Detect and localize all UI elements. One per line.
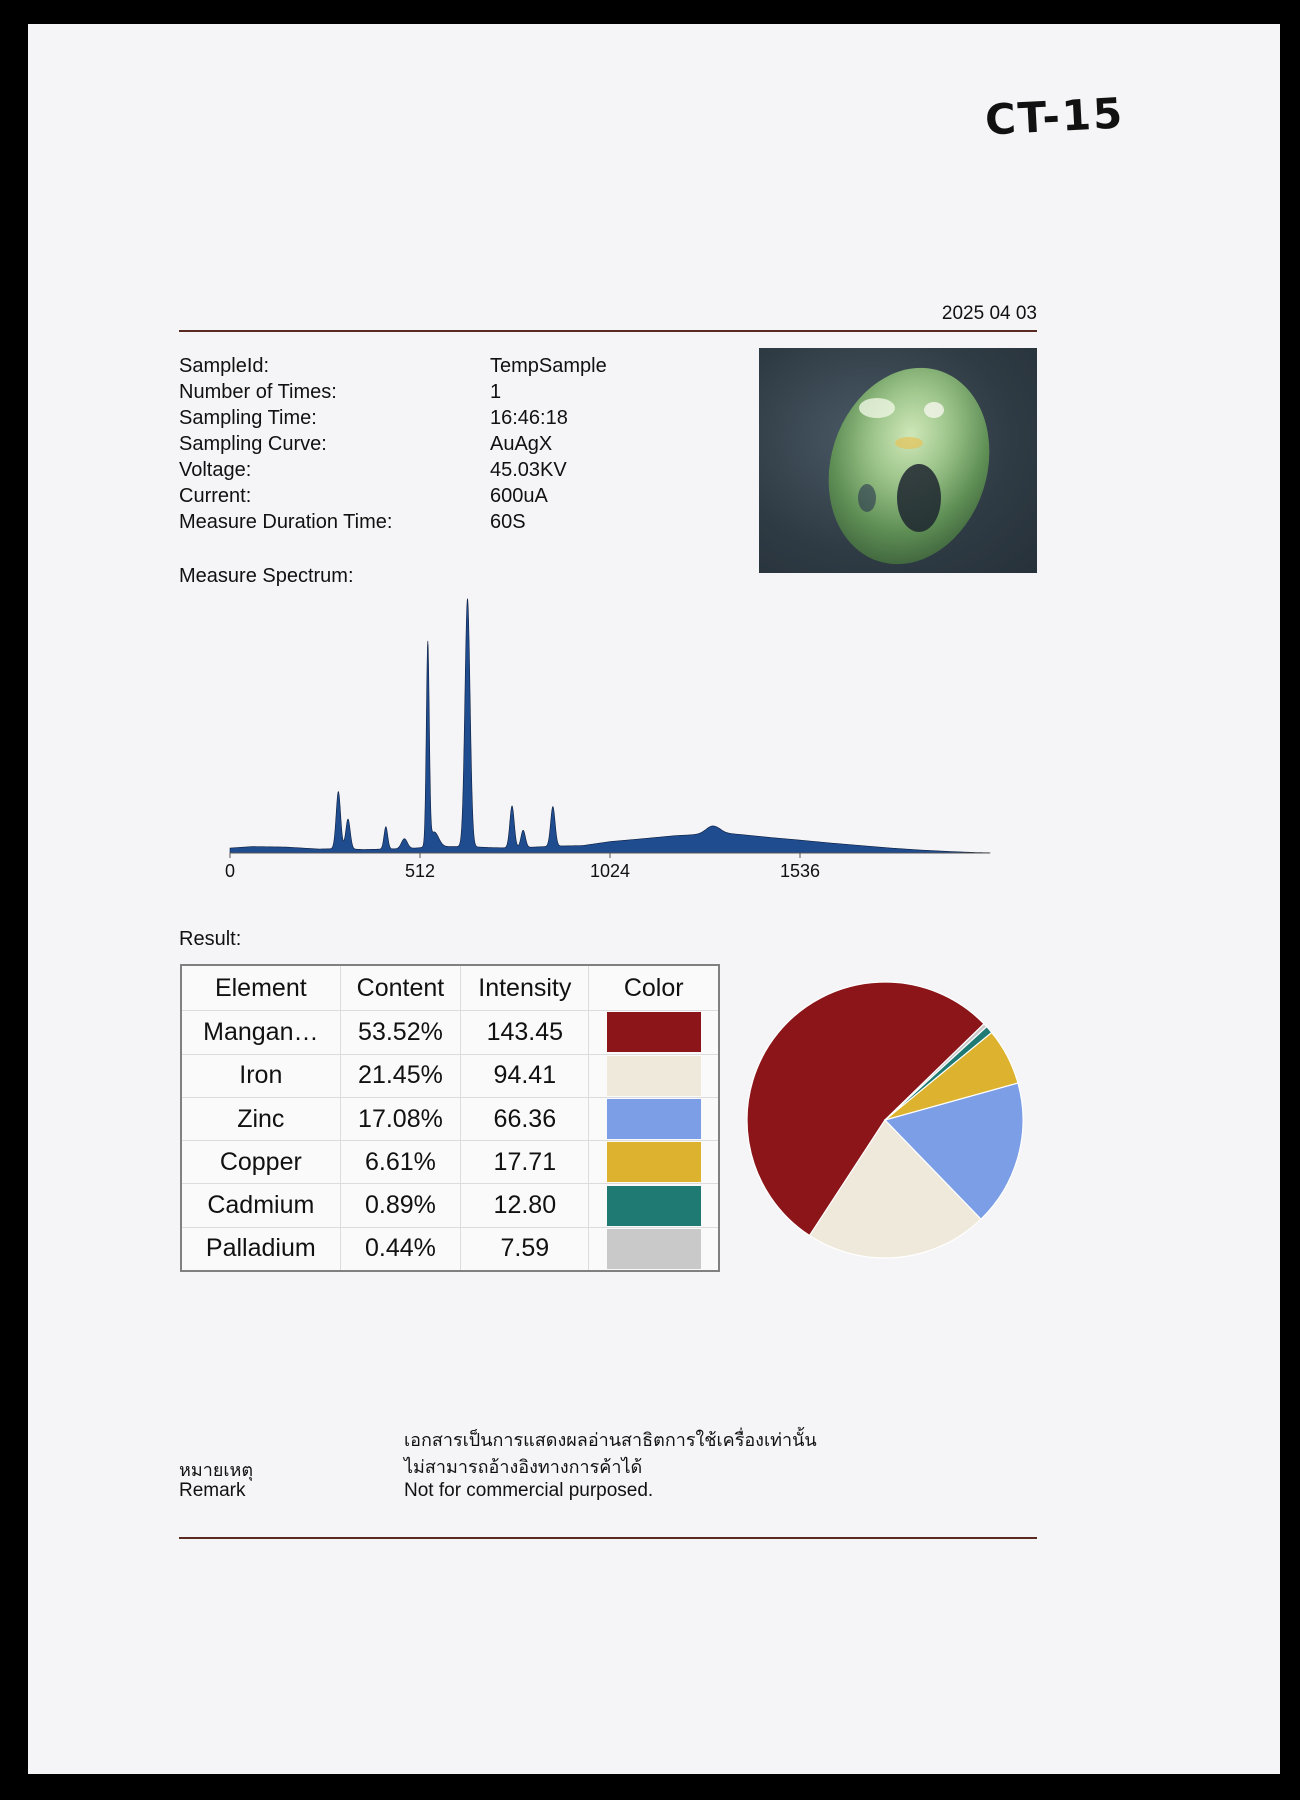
table-row xyxy=(181,1184,719,1227)
cell-element: Zinc xyxy=(181,1097,340,1140)
cell-color xyxy=(589,1184,719,1227)
cell-intensity: 12.80 xyxy=(461,1184,589,1227)
info-label-measure-duration: Measure Duration Time: xyxy=(179,511,393,533)
color-swatch xyxy=(607,1186,701,1226)
gemstone-photo xyxy=(759,348,1037,573)
info-value-sampling-time: 16:46:18 xyxy=(490,407,568,429)
cell-color xyxy=(589,1227,719,1271)
result-label: Result: xyxy=(179,928,242,950)
info-label-number-of-times: Number of Times: xyxy=(179,381,337,403)
header-content: Content xyxy=(340,965,461,1011)
handwritten-sample-code: CT-15 xyxy=(983,88,1126,145)
color-swatch xyxy=(607,1056,701,1096)
info-value-measure-duration: 60S xyxy=(490,511,526,533)
cell-intensity: 7.59 xyxy=(461,1227,589,1271)
info-value-voltage: 45.03KV xyxy=(490,459,567,481)
cell-element: Palladium xyxy=(181,1227,340,1271)
info-label-current: Current: xyxy=(179,485,252,507)
cell-intensity: 143.45 xyxy=(461,1011,589,1054)
table-row xyxy=(181,1097,719,1140)
cell-content: 0.89% xyxy=(340,1184,461,1227)
table-header-row xyxy=(181,965,719,1011)
info-label-sample-id: SampleId: xyxy=(179,355,270,377)
info-value-number-of-times: 1 xyxy=(490,381,502,403)
remark-thai-line-1: เอกสารเป็นการแสดงผลอ่านสาธิตการใช้เครื่องเท่านั้น xyxy=(404,1430,817,1451)
cell-content: 6.61% xyxy=(340,1141,461,1184)
composition-pie-chart xyxy=(740,970,1040,1270)
info-value-sampling-curve: AuAgX xyxy=(490,433,553,455)
spectrum-area xyxy=(230,599,990,853)
cell-element: Mangan… xyxy=(181,1011,340,1054)
cell-content: 17.08% xyxy=(340,1097,461,1140)
remark-label: Remark xyxy=(179,1480,246,1501)
info-label-sampling-curve: Sampling Curve: xyxy=(179,433,327,455)
cell-color xyxy=(589,1141,719,1184)
cell-intensity: 17.71 xyxy=(461,1141,589,1184)
remark-thai-line-2: ไม่สามารถอ้างอิงทางการค้าได้ xyxy=(404,1457,643,1478)
cell-color xyxy=(589,1097,719,1140)
cell-color xyxy=(589,1054,719,1097)
cell-intensity: 66.36 xyxy=(461,1097,589,1140)
report-date: 2025 04 03 xyxy=(941,303,1037,324)
header-color: Color xyxy=(589,965,719,1011)
spectrum-tick-label: 1536 xyxy=(779,861,821,881)
spectrum-label: Measure Spectrum: xyxy=(179,565,354,587)
spectrum-tick-label: 512 xyxy=(404,861,436,881)
cell-content: 21.45% xyxy=(340,1054,461,1097)
cell-content: 53.52% xyxy=(340,1011,461,1054)
result-table xyxy=(180,964,720,1272)
header-divider xyxy=(179,330,1037,332)
color-swatch xyxy=(607,1142,701,1182)
info-value-current: 600uA xyxy=(490,485,548,507)
cell-element: Copper xyxy=(181,1141,340,1184)
table-row xyxy=(181,1227,719,1271)
info-label-sampling-time: Sampling Time: xyxy=(179,407,317,429)
color-swatch xyxy=(607,1099,701,1139)
spectrum-chart xyxy=(210,595,1010,895)
color-swatch xyxy=(607,1012,701,1052)
cell-intensity: 94.41 xyxy=(461,1054,589,1097)
remark-text: Not for commercial purposed. xyxy=(404,1480,654,1501)
table-row xyxy=(181,1141,719,1184)
table-row xyxy=(181,1011,719,1054)
info-label-voltage: Voltage: xyxy=(179,459,252,481)
spectrum-tick-label: 0 xyxy=(224,861,236,881)
cell-color xyxy=(589,1011,719,1054)
color-swatch xyxy=(607,1229,701,1269)
spectrum-tick-label: 1024 xyxy=(589,861,631,881)
info-value-sample-id: TempSample xyxy=(490,355,607,377)
remark-label-thai: หมายเหตุ xyxy=(179,1460,254,1481)
document-page xyxy=(28,24,1280,1774)
cell-element: Iron xyxy=(181,1054,340,1097)
header-intensity: Intensity xyxy=(461,965,589,1011)
cell-element: Cadmium xyxy=(181,1184,340,1227)
table-row xyxy=(181,1054,719,1097)
header-element: Element xyxy=(181,965,340,1011)
footer-divider xyxy=(179,1537,1037,1539)
gemstone-image xyxy=(759,348,1037,573)
cell-content: 0.44% xyxy=(340,1227,461,1271)
